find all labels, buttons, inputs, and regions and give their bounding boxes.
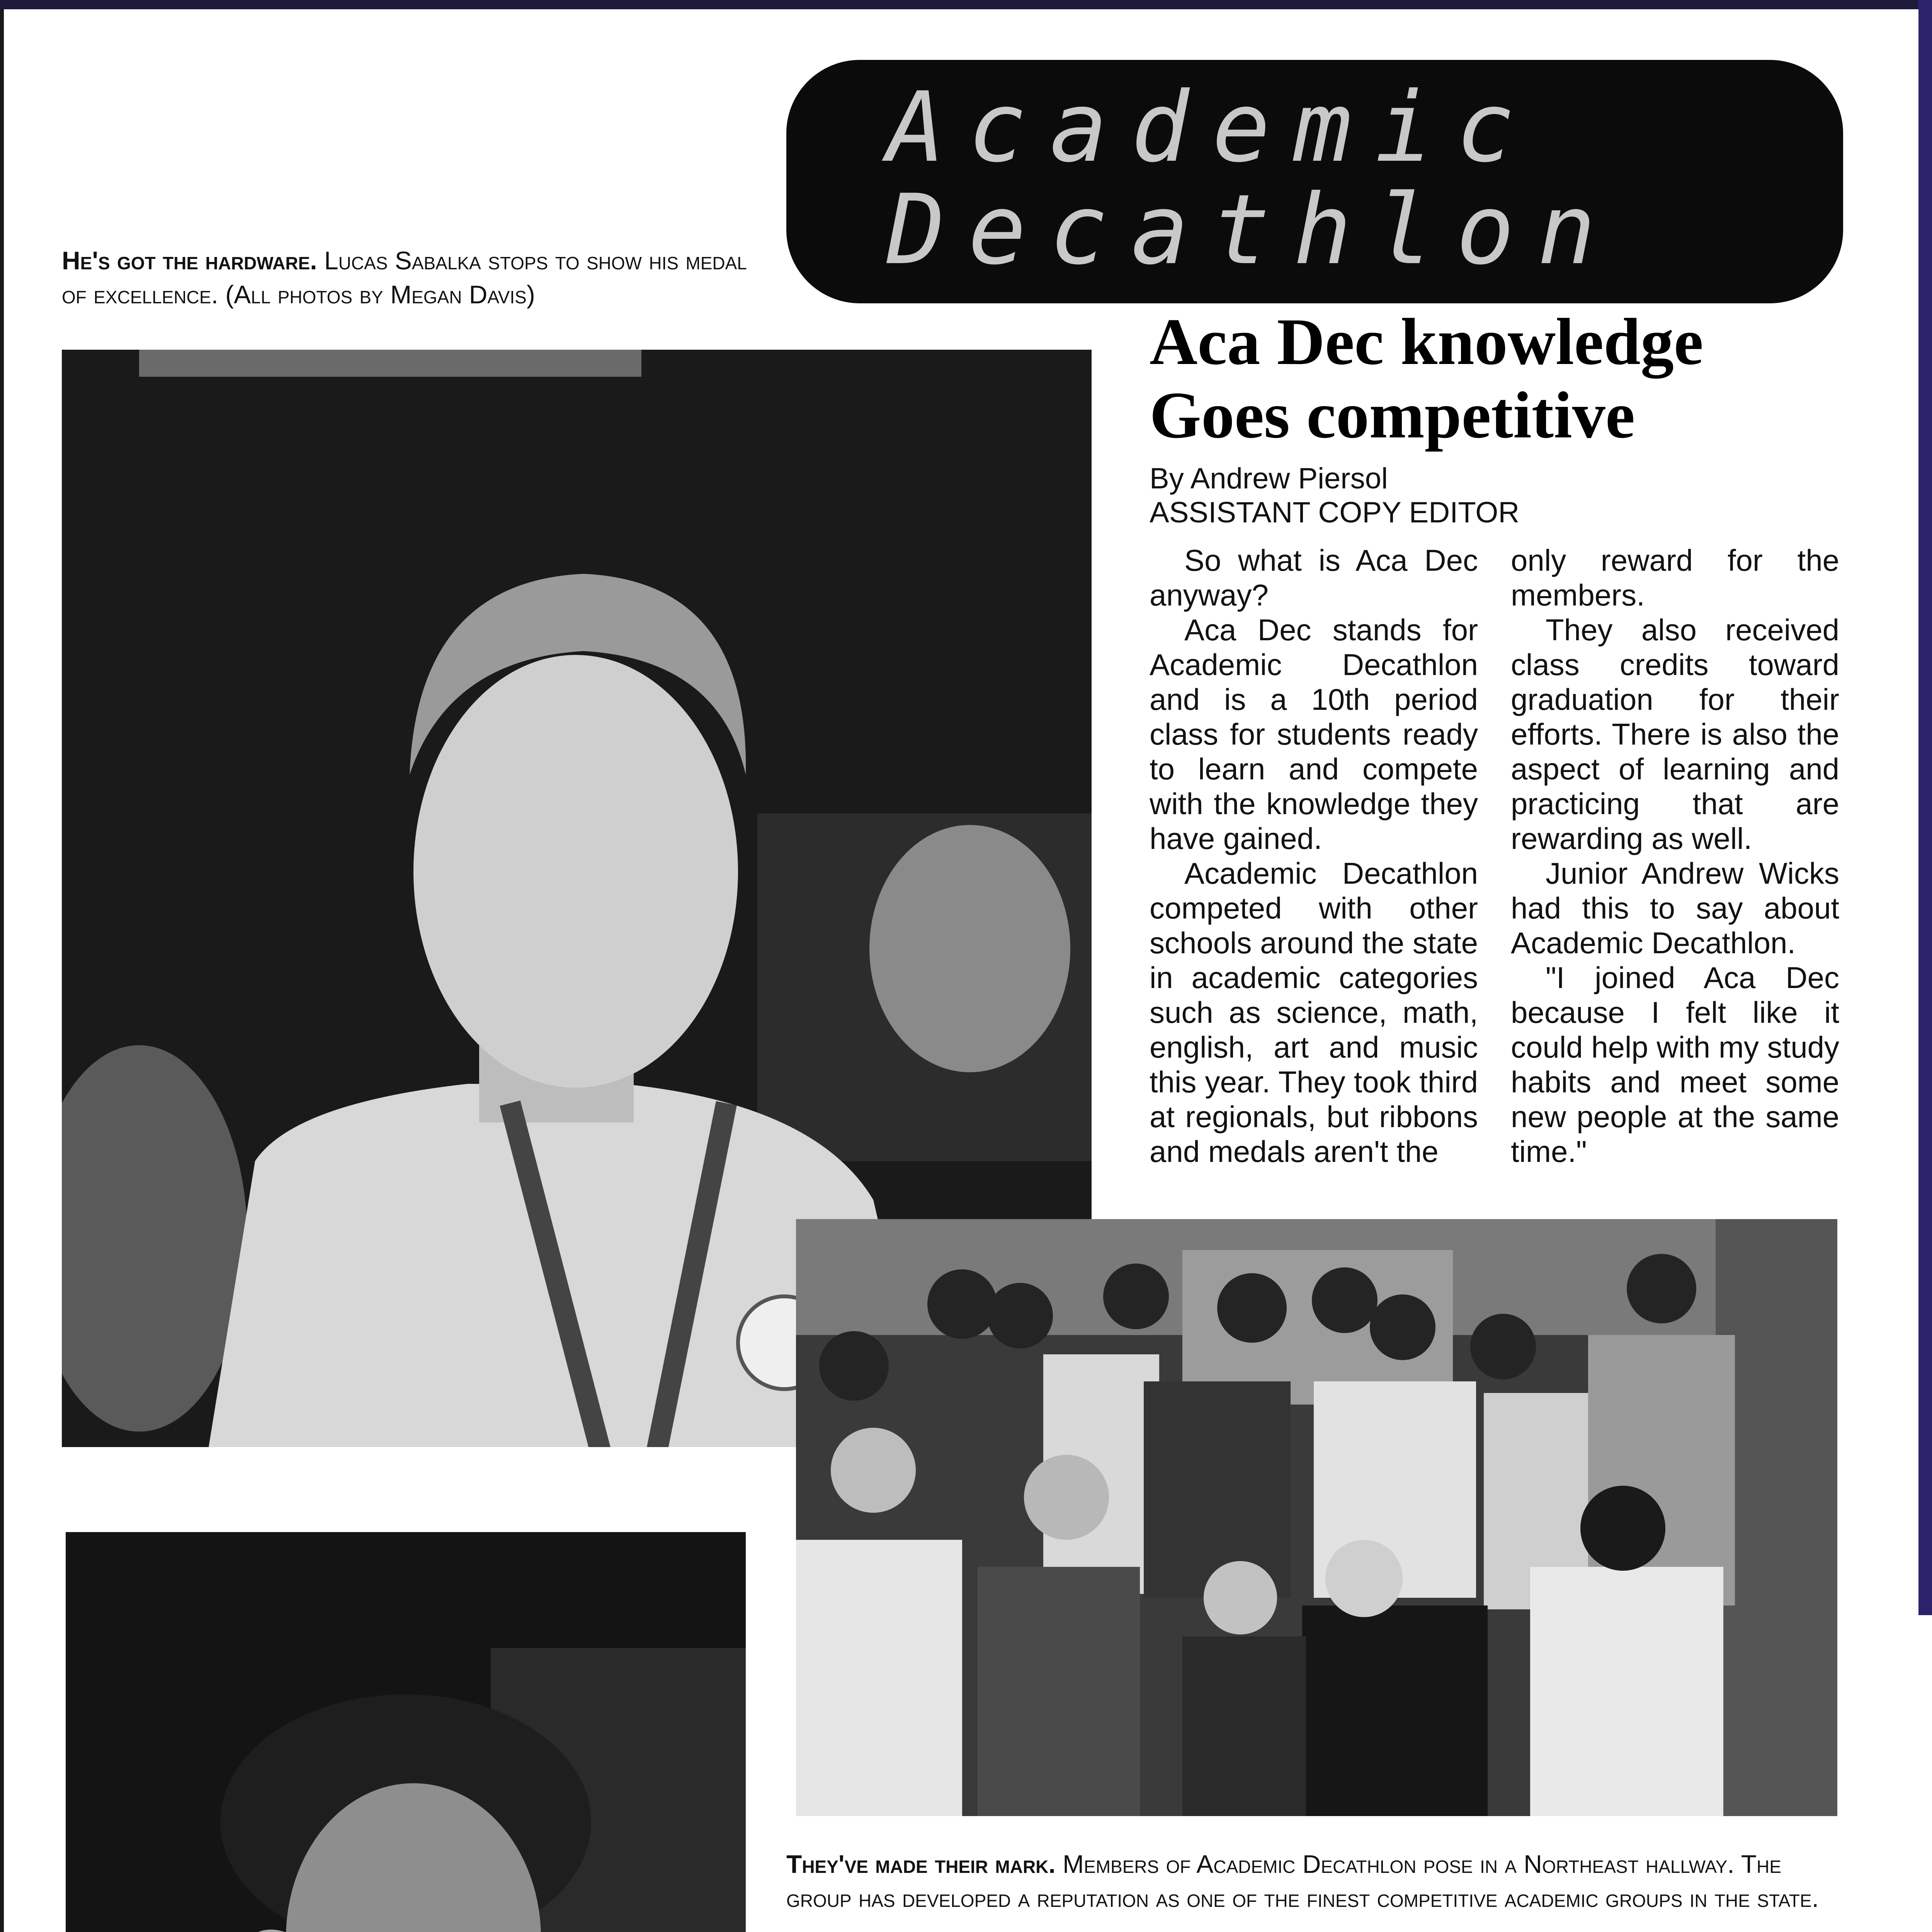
col2-paragraph-2: They also received class credits toward graduation for their efforts. There is also the aspect of learning and practicing that are rewarding as well. [1511,613,1839,855]
section-banner [786,60,1843,303]
byline-name: By Andrew Piersol [1150,462,1388,495]
caption-hardware [62,243,757,311]
col2-paragraph-3: Junior Andrew Wicks had this to say about Academic Decathlon. [1511,856,1839,960]
caption-group-body: Members of Academic Decathlon pose in a Northeast hallway. The group has developed a reputation as one of the finest competitive academic groups in the state. [786,1850,1819,1912]
photo-studying [66,1532,746,1932]
banner-line-1: Academic [887,71,1538,184]
article-headline [1150,305,1806,452]
byline-title: ASSISTANT COPY EDITOR [1150,496,1520,529]
photo-group [796,1219,1837,1816]
col2-paragraph-4: "I joined Aca Dec because I felt like it could help with my study habits and meet some new people at the same time." [1511,961,1839,1168]
col2-paragraph-1: only reward for the members. [1511,543,1839,612]
article-column-1 [1150,543,1478,1169]
col1-paragraph-2: Aca Dec stands for Academic Decathlon and is a 10th period class for students ready to learn and compete with the knowledge they have gained. [1150,613,1478,855]
caption-group-lead: They've made their mark. [786,1850,1056,1878]
article-column-2 [1511,543,1839,1169]
headline-line-2: Goes competitive [1150,379,1635,452]
page-edge-left [0,0,4,1932]
page-edge-top [0,0,1932,9]
caption-hardware-lead: He's got the hardware. [62,246,317,275]
caption-hardware-body: Lucas Sabalka stops to show his medal of excellence. (All photos by Megan Davis) [62,246,747,309]
col1-paragraph-3: Academic Decathlon competed with other schools around the state in academic categories such as science, math, english, art and music this year. They took third at regionals, but ribbons and medals aren't the [1150,856,1478,1168]
headline-line-1: Aca Dec knowledge [1150,305,1704,379]
byline [1150,462,1519,530]
caption-group [786,1847,1843,1915]
page-edge-right-color [1918,0,1932,1615]
banner-line-2: Decathlon [887,173,1619,286]
col1-paragraph-1: So what is Aca Dec anyway? [1150,543,1478,612]
